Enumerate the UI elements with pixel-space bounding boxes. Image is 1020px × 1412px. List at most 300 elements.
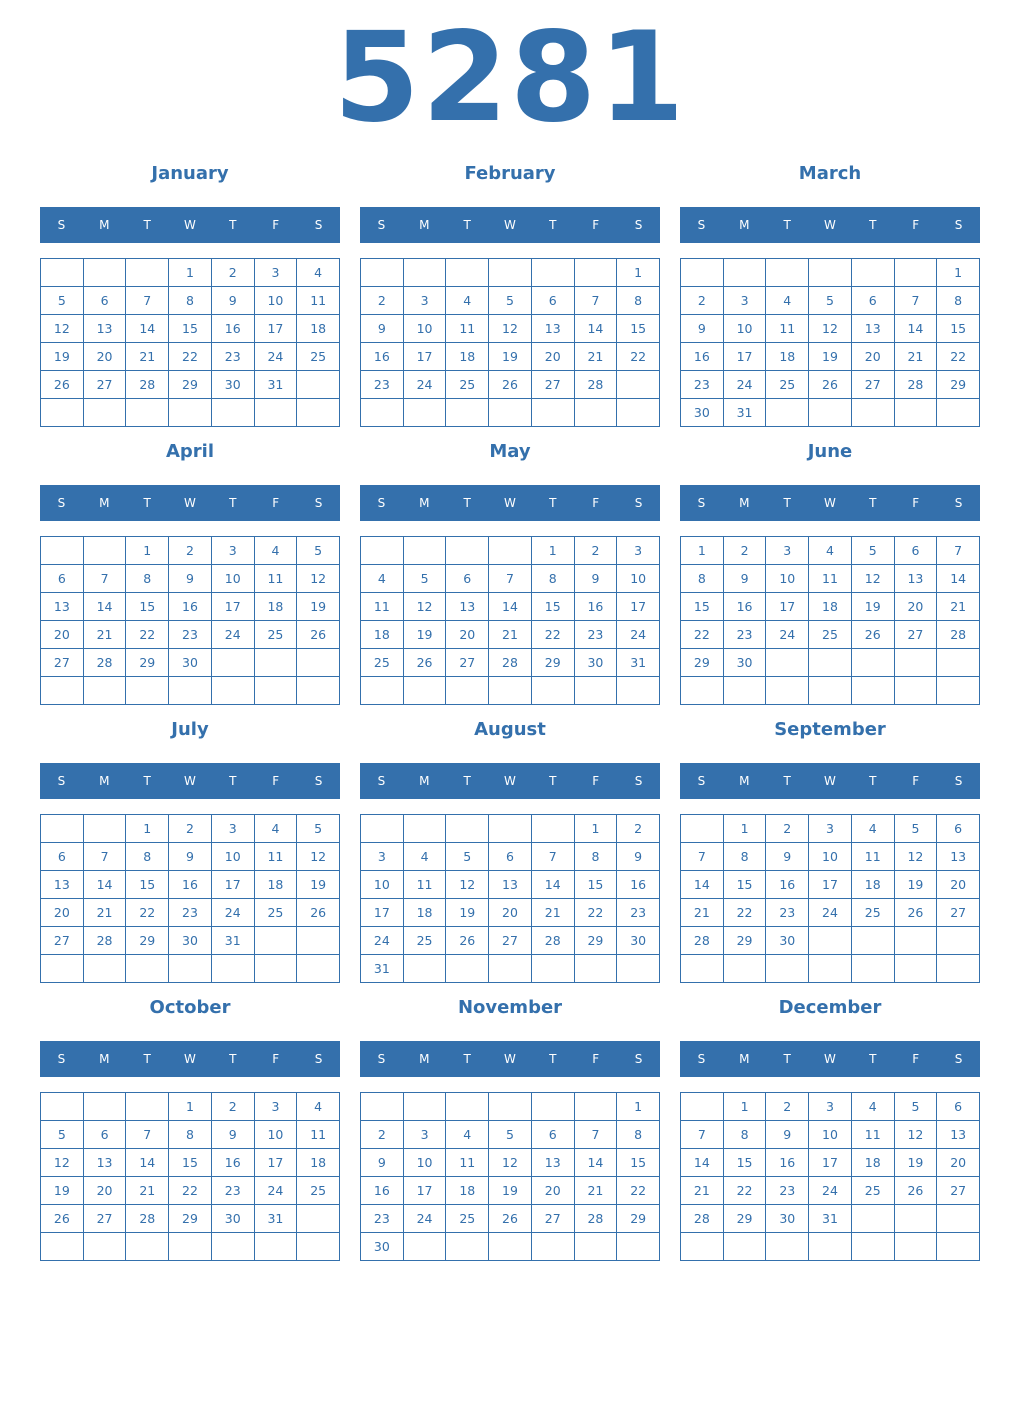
day-cell [41,537,84,565]
day-cell: 16 [617,871,660,899]
day-cell: 13 [852,315,895,343]
day-cell [297,1233,340,1261]
day-cell: 19 [489,343,532,371]
day-cell [575,259,618,287]
weekday-label: T [463,496,471,510]
day-cell: 13 [84,315,127,343]
day-cell: 14 [575,1149,618,1177]
day-cell: 10 [255,287,298,315]
month-november [360,994,660,1272]
day-cell: 23 [212,1177,255,1205]
day-cell [297,1205,340,1233]
day-cell [361,399,404,427]
day-cell [255,649,298,677]
day-cell: 12 [41,315,84,343]
weekday-label: S [697,1052,706,1066]
day-cell: 16 [724,593,767,621]
day-cell: 6 [937,1093,980,1121]
day-cell: 14 [681,871,724,899]
day-cell: 8 [937,287,980,315]
day-cell: 17 [766,593,809,621]
weekday-label: S [314,774,323,788]
day-cell: 20 [84,1177,127,1205]
weekday-label: T [549,1052,557,1066]
day-cell: 28 [681,927,724,955]
day-cell [532,1233,575,1261]
day-cell [169,399,212,427]
day-cell [297,927,340,955]
day-cell: 24 [766,621,809,649]
weekday-label: W [824,774,836,788]
day-cell [446,259,489,287]
weekday-label: M [419,218,430,232]
day-cell: 16 [681,343,724,371]
day-cell [895,1233,938,1261]
day-cell [852,1233,895,1261]
day-cell [126,1093,169,1121]
weekday-label: T [869,496,877,510]
day-cell [852,1205,895,1233]
weekday-label: T [229,496,237,510]
day-cell: 10 [809,843,852,871]
day-cell: 2 [212,1093,255,1121]
weekday-label: S [634,496,643,510]
day-cell [681,259,724,287]
day-cell: 21 [681,1177,724,1205]
day-cell: 21 [575,343,618,371]
day-cell: 1 [169,1093,212,1121]
day-cell: 1 [724,815,767,843]
weekday-label: F [272,218,280,232]
day-cell: 7 [126,1121,169,1149]
day-cell: 5 [446,843,489,871]
day-cell: 23 [617,899,660,927]
day-cell: 13 [489,871,532,899]
day-cell: 18 [446,1177,489,1205]
weekday-label: F [272,774,280,788]
day-cell [404,815,447,843]
day-cell [446,815,489,843]
day-cell: 22 [724,1177,767,1205]
weekday-header [680,1041,980,1077]
day-cell [212,649,255,677]
day-cell: 27 [446,649,489,677]
day-cell: 16 [361,343,404,371]
day-cell [169,1233,212,1261]
day-cell: 4 [446,287,489,315]
weekday-label: T [229,774,237,788]
day-cell [575,1093,618,1121]
day-cell: 16 [212,315,255,343]
day-cell [575,1233,618,1261]
day-cell: 3 [809,815,852,843]
day-cell: 16 [766,871,809,899]
day-cell: 6 [41,565,84,593]
day-cell: 24 [404,371,447,399]
day-cell: 29 [169,1205,212,1233]
day-cell [895,649,938,677]
day-cell: 10 [404,1149,447,1177]
day-cell: 29 [724,1205,767,1233]
day-cell: 22 [937,343,980,371]
day-cell: 4 [255,815,298,843]
day-cell: 15 [575,871,618,899]
weekday-header [40,485,340,521]
day-cell: 18 [404,899,447,927]
day-cell: 23 [361,371,404,399]
weekday-label: M [99,774,110,788]
weekday-label: T [143,218,151,232]
day-cell: 5 [41,1121,84,1149]
day-cell [297,399,340,427]
weekday-label: T [229,1052,237,1066]
month-june [680,438,980,716]
day-cell: 19 [895,871,938,899]
day-cell: 17 [255,315,298,343]
day-cell: 22 [169,343,212,371]
day-cell: 8 [126,565,169,593]
weekday-label: M [419,1052,430,1066]
weekday-label: M [99,218,110,232]
day-cell [84,537,127,565]
day-cell: 1 [681,537,724,565]
day-cell: 4 [446,1121,489,1149]
day-cell: 8 [532,565,575,593]
day-cell: 19 [895,1149,938,1177]
weekday-label: M [99,496,110,510]
day-cell: 21 [489,621,532,649]
day-cell: 20 [895,593,938,621]
day-cell: 17 [404,1177,447,1205]
day-cell: 25 [809,621,852,649]
weekday-label: W [824,1052,836,1066]
day-cell [895,955,938,983]
day-cell: 30 [212,371,255,399]
day-cell: 8 [617,287,660,315]
day-cell: 11 [766,315,809,343]
weekday-label: M [419,774,430,788]
day-cell [169,955,212,983]
day-cell [297,371,340,399]
day-cell [446,955,489,983]
day-cell: 28 [895,371,938,399]
day-cell: 15 [126,593,169,621]
day-cell: 3 [724,287,767,315]
weekday-label: F [912,496,920,510]
weekday-label: F [272,1052,280,1066]
day-cell: 28 [489,649,532,677]
day-cell: 14 [126,315,169,343]
day-cell: 25 [852,899,895,927]
day-grid [40,814,340,983]
day-cell: 26 [852,621,895,649]
day-cell: 2 [766,815,809,843]
day-cell: 15 [617,315,660,343]
day-cell: 18 [809,593,852,621]
day-cell: 31 [361,955,404,983]
day-cell: 31 [255,1205,298,1233]
day-cell: 19 [446,899,489,927]
day-cell [895,1205,938,1233]
day-cell: 12 [297,565,340,593]
day-cell: 29 [937,371,980,399]
day-cell [575,399,618,427]
weekday-label: W [184,774,196,788]
day-cell: 1 [575,815,618,843]
day-cell: 22 [724,899,767,927]
day-cell: 29 [681,649,724,677]
day-cell: 15 [681,593,724,621]
day-cell: 24 [617,621,660,649]
weekday-label: S [57,774,66,788]
day-cell: 12 [404,593,447,621]
day-cell: 17 [255,1149,298,1177]
day-cell: 4 [852,815,895,843]
weekday-header [680,485,980,521]
day-cell: 7 [937,537,980,565]
day-cell: 3 [404,287,447,315]
weekday-label: S [377,218,386,232]
day-cell: 30 [212,1205,255,1233]
day-cell: 29 [617,1205,660,1233]
day-cell: 23 [766,1177,809,1205]
weekday-label: W [504,774,516,788]
day-cell: 23 [681,371,724,399]
day-grid [40,1092,340,1261]
day-cell: 10 [255,1121,298,1149]
weekday-header [680,207,980,243]
day-cell: 2 [169,815,212,843]
day-cell: 18 [446,343,489,371]
day-cell: 25 [404,927,447,955]
day-cell: 27 [489,927,532,955]
day-cell [212,399,255,427]
day-cell: 26 [446,927,489,955]
day-cell: 28 [575,1205,618,1233]
day-cell [532,399,575,427]
weekday-label: T [463,218,471,232]
day-cell: 27 [84,371,127,399]
day-cell: 10 [617,565,660,593]
day-cell: 28 [126,371,169,399]
day-cell [532,955,575,983]
day-cell: 14 [84,871,127,899]
weekday-header [680,763,980,799]
weekday-label: F [912,774,920,788]
day-cell [404,537,447,565]
day-cell: 7 [575,1121,618,1149]
weekday-label: S [377,496,386,510]
day-cell: 24 [212,621,255,649]
day-cell: 3 [617,537,660,565]
day-cell: 11 [361,593,404,621]
day-cell [41,815,84,843]
day-cell: 23 [724,621,767,649]
day-cell [681,815,724,843]
day-cell: 13 [84,1149,127,1177]
day-cell [852,955,895,983]
month-title: December [778,997,882,1018]
day-cell [937,399,980,427]
weekday-label: T [869,1052,877,1066]
day-cell: 1 [126,815,169,843]
month-title: August [474,719,546,740]
day-cell: 15 [169,1149,212,1177]
day-cell: 21 [126,343,169,371]
day-cell [937,677,980,705]
day-cell: 10 [404,315,447,343]
day-cell [361,537,404,565]
day-cell: 10 [724,315,767,343]
day-cell [895,677,938,705]
day-cell [361,677,404,705]
day-cell: 31 [255,371,298,399]
day-cell [532,259,575,287]
weekday-label: S [377,1052,386,1066]
day-cell: 7 [575,287,618,315]
day-cell: 14 [895,315,938,343]
day-cell: 8 [724,1121,767,1149]
day-cell: 27 [532,1205,575,1233]
day-cell: 14 [84,593,127,621]
day-cell: 5 [489,287,532,315]
day-cell: 31 [212,927,255,955]
day-cell: 25 [766,371,809,399]
day-cell [41,955,84,983]
month-title: January [151,163,229,184]
day-cell: 19 [404,621,447,649]
day-cell: 20 [446,621,489,649]
day-grid [680,814,980,983]
day-cell: 27 [84,1205,127,1233]
day-cell: 7 [532,843,575,871]
day-cell [809,649,852,677]
month-title: May [489,441,531,462]
weekday-label: S [314,218,323,232]
day-cell: 21 [126,1177,169,1205]
day-cell: 19 [297,593,340,621]
day-cell: 1 [169,259,212,287]
day-cell: 5 [489,1121,532,1149]
day-cell: 8 [617,1121,660,1149]
day-cell: 2 [724,537,767,565]
day-cell: 6 [41,843,84,871]
weekday-label: T [869,218,877,232]
day-cell: 3 [212,537,255,565]
day-cell: 14 [126,1149,169,1177]
weekday-header [40,763,340,799]
day-cell: 7 [84,843,127,871]
day-cell: 11 [446,1149,489,1177]
day-cell: 24 [255,1177,298,1205]
weekday-label: S [377,774,386,788]
months-grid [40,160,980,1272]
day-cell: 1 [126,537,169,565]
day-cell: 22 [617,343,660,371]
day-cell [489,677,532,705]
weekday-label: F [592,218,600,232]
day-cell: 20 [41,899,84,927]
day-cell [255,677,298,705]
weekday-label: S [954,774,963,788]
day-cell: 6 [532,1121,575,1149]
day-cell: 26 [895,899,938,927]
month-title: June [807,441,853,462]
day-cell: 16 [212,1149,255,1177]
day-cell: 15 [532,593,575,621]
weekday-label: S [314,496,323,510]
day-cell: 11 [297,287,340,315]
day-cell: 9 [724,565,767,593]
month-title: April [165,441,215,462]
day-cell: 26 [41,1205,84,1233]
day-cell: 19 [41,1177,84,1205]
day-cell [937,955,980,983]
day-cell: 26 [297,899,340,927]
weekday-label: W [504,496,516,510]
day-cell: 1 [937,259,980,287]
day-cell [446,537,489,565]
day-cell: 26 [895,1177,938,1205]
day-cell: 23 [766,899,809,927]
month-title: October [149,997,231,1018]
day-cell [809,955,852,983]
day-cell: 8 [681,565,724,593]
day-cell [361,259,404,287]
day-cell [617,677,660,705]
day-cell: 4 [852,1093,895,1121]
day-cell: 16 [169,871,212,899]
month-january [40,160,340,438]
day-cell: 13 [895,565,938,593]
day-cell: 3 [255,259,298,287]
day-cell: 28 [937,621,980,649]
day-cell [297,677,340,705]
weekday-label: M [419,496,430,510]
day-grid [360,536,660,705]
day-cell [255,399,298,427]
day-cell: 6 [84,1121,127,1149]
day-grid [360,1092,660,1261]
day-cell: 9 [212,1121,255,1149]
day-cell: 11 [852,1121,895,1149]
month-title: February [464,163,556,184]
day-cell: 30 [766,927,809,955]
day-cell: 24 [361,927,404,955]
day-cell: 2 [766,1093,809,1121]
day-cell [681,677,724,705]
month-december [680,994,980,1272]
day-cell: 9 [361,1149,404,1177]
day-cell: 15 [169,315,212,343]
day-cell [404,399,447,427]
day-cell [766,1233,809,1261]
day-cell: 28 [84,649,127,677]
day-cell: 18 [297,315,340,343]
month-august [360,716,660,994]
day-cell: 9 [169,565,212,593]
day-cell: 1 [617,259,660,287]
weekday-header [360,763,660,799]
day-cell: 13 [446,593,489,621]
day-cell: 23 [212,343,255,371]
day-cell: 28 [84,927,127,955]
day-cell [255,927,298,955]
day-cell: 9 [169,843,212,871]
day-cell [766,955,809,983]
month-may [360,438,660,716]
day-cell: 20 [852,343,895,371]
